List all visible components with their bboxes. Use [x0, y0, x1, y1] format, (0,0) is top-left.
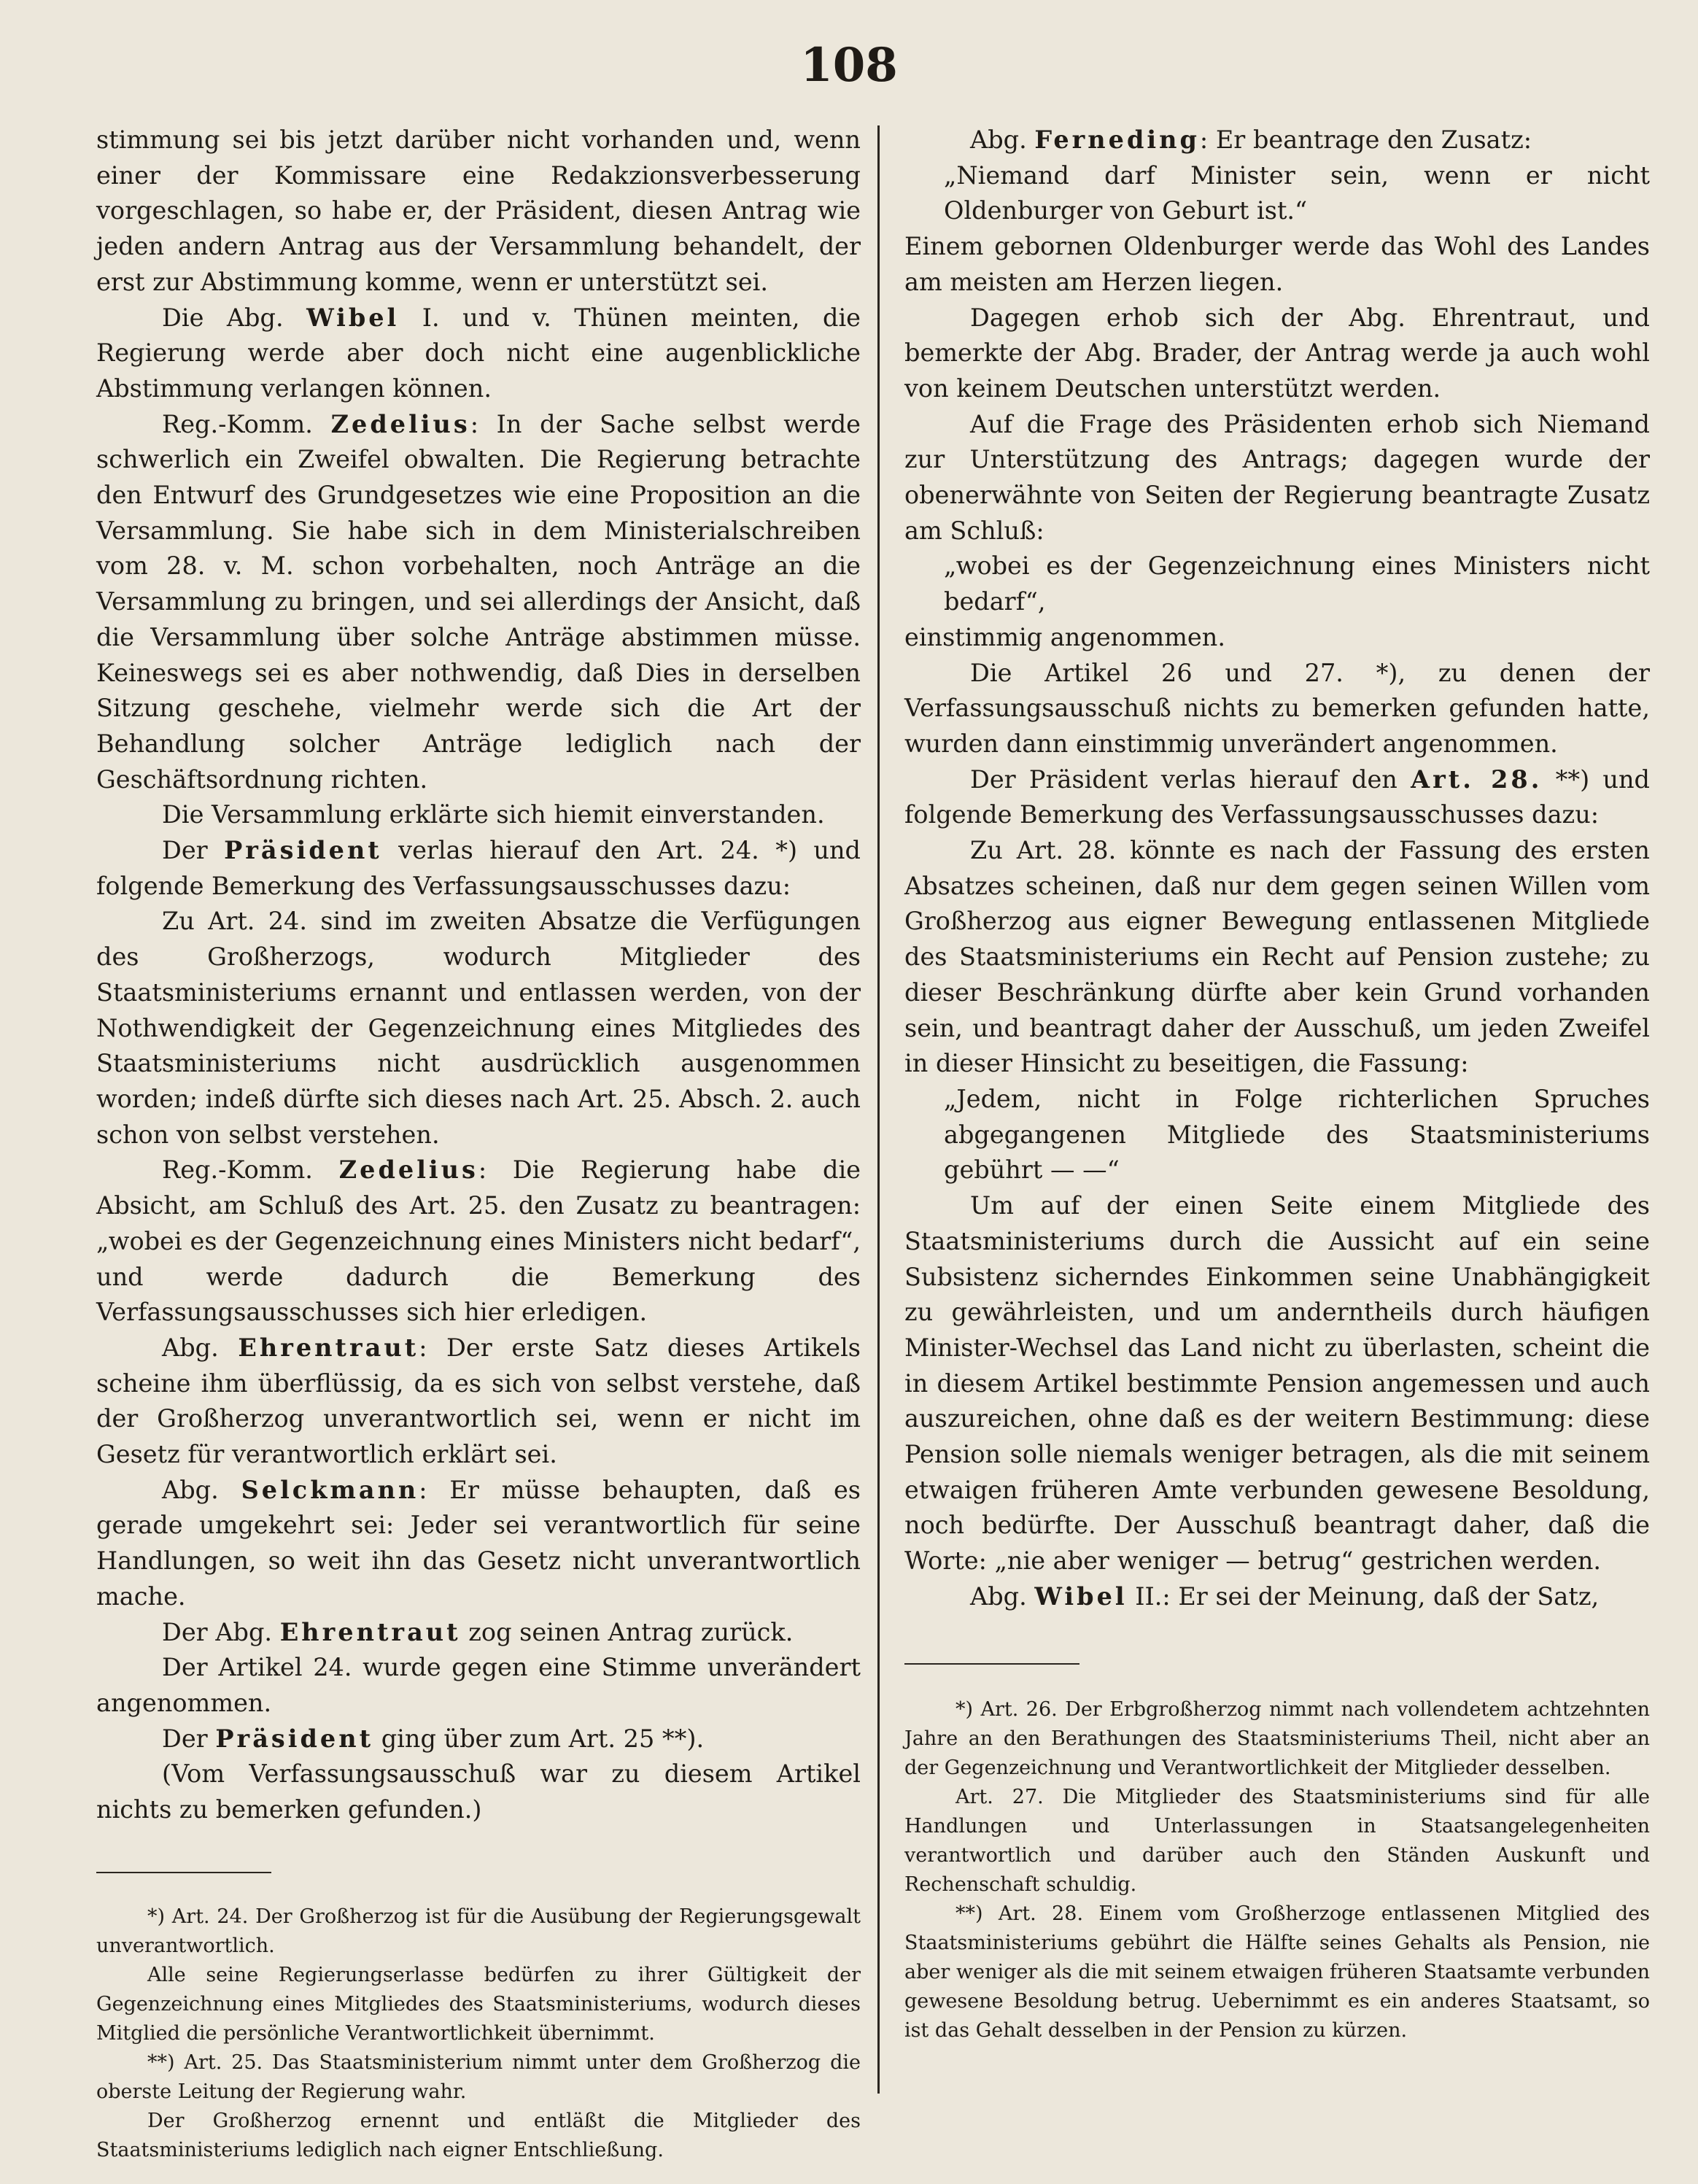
- paragraph-lead: Der Abg.: [162, 1617, 280, 1646]
- paragraph-text: : In der Sache selbst werde schwerlich ein Zweifel obwalten. Die Regierung betrachte den Entwurf des Grundgesetzes wie eine Proposition an die Versammlung. Sie habe sich in dem Ministerialschreiben vom 28. v. M. schon vorbehalten, noch Anträge an die Versammlung zu bringen, und sei allerdings der Ansicht, daß die Versammlung über solche Anträge abstimmen müsse. Keineswegs sei es aber nothwendig, daß Dies in derselben Sitzung geschehe, vielmehr werde sich die Art der Behandlung solcher Anträge lediglich nach der Geschäftsordnung richten.: [96, 409, 861, 794]
- paragraph: [96, 1153, 861, 1331]
- paragraph-text: *) Art. 26. Der Erbgroßherzog nimmt nach vollendetem achtzehnten Jahre an den Berathungen des Staatsministeriums Theil, nicht aber an der Gegenzeichnung und Verantwortlichkeit der Mitglieder desselben.: [904, 1697, 1650, 1779]
- paragraph-text: zog seinen Antrag zurück.: [460, 1617, 794, 1646]
- paragraph: [96, 1722, 861, 1757]
- speaker-name: Präsident: [224, 836, 382, 865]
- column-divider: [877, 125, 880, 2094]
- paragraph-text: (Vom Verfassungsausschuß war zu diesem Artikel nichts zu bemerken gefunden.): [96, 1759, 861, 1824]
- paragraph-text: **) und folgende Bemerkung des Verfassungsausschusses dazu:: [904, 764, 1650, 829]
- paragraph-lead: Abg.: [970, 1581, 1035, 1611]
- paragraph: [96, 904, 861, 1153]
- paragraph: [96, 1650, 861, 1721]
- footnote: [96, 2048, 861, 2107]
- paragraph-text: Um auf der einen Seite einem Mitgliede des Staatsministeriums durch die Aussicht auf ein seine Subsistenz sicherndes Einkommen seine Unabhängigkeit zu gewährleisten, und um anderntheils durch häufigen Minister-Wechsel das Land nicht zu überlasten, scheint die in diesem Artikel bestimmte Pension angemessen und auch auszureichen, ohne daß es der weitern Bestimmung: diese Pension solle niemals weniger betragen, als die mit seinem etwaigen früheren Amte verbunden gewesene Besoldung, noch bedürfte. Der Ausschuß beantragt daher, daß die Worte: „nie aber weniger — betrug“ gestrichen werden.: [904, 1191, 1650, 1576]
- paragraph-lead: Abg.: [162, 1333, 239, 1362]
- speaker-name: Ehrentraut: [279, 1617, 461, 1646]
- paragraph-text: *) Art. 24. Der Großherzog ist für die Ausübung der Regierungsgewalt unverantwortlich.: [96, 1905, 861, 1957]
- paragraph: [904, 656, 1650, 762]
- paragraph-text: **) Art. 28. Einem vom Großherzoge entlassenen Mitglied des Staatsministeriums gebührt die Hälfte seines Gehalts als Pension, nie aber weniger als die mit seinem etwaigen früheren Staatsamte verbunden gewesene Besoldung betrug. Uebernimmt es ein anderes Staatsamt, so ist das Gehalt desselben in der Pension zu kürzen.: [904, 1902, 1650, 2042]
- paragraph-lead: Der Präsident verlas hierauf den: [970, 764, 1411, 794]
- paragraph: [904, 407, 1650, 549]
- footnote-rule-left: [96, 1872, 271, 1873]
- paragraph-text: Die Versammlung erklärte sich hiemit einverstanden.: [162, 800, 825, 829]
- paragraph-text: stimmung sei bis jetzt darüber nicht vorhanden und, wenn einer der Kommissare eine Redakzionsverbesserung vorgeschlagen, so habe er, der Präsident, diesen Antrag wie jeden andern Antrag aus der Versammlung behandelt, der erst zur Abstimmung komme, wenn er unterstützt sei.: [96, 125, 861, 296]
- paragraph-lead: Reg.-Komm.: [162, 1155, 339, 1185]
- paragraph-text: Der Großherzog ernennt und entläßt die Mitglieder des Staatsministeriums lediglich nach eigner Entschließung.: [96, 2109, 861, 2161]
- speaker-name: Ehrentraut: [238, 1333, 419, 1362]
- paragraph-text: verlas hierauf den Art. 24. *) und folgende Bemerkung des Verfassungsausschusses dazu:: [96, 836, 861, 900]
- paragraph: [96, 797, 861, 833]
- footnote: [96, 1902, 861, 1961]
- paragraph: [96, 833, 861, 904]
- paragraph: [96, 1757, 861, 1827]
- paragraph-text: „Niemand darf Minister sein, wenn er nicht Oldenburger von Geburt ist.“: [944, 160, 1650, 225]
- speaker-name: Zedelius: [330, 409, 470, 438]
- paragraph: [904, 762, 1650, 833]
- paragraph-text: : Der erste Satz dieses Artikels scheine ihm überflüssig, da es sich von selbst verstehe, daß der Großherzog unverantwortlich sei, wenn er nicht im Gesetz für verantwortlich erklärt sei.: [96, 1333, 861, 1469]
- paragraph: [96, 1473, 861, 1615]
- paragraph-text: Einem gebornen Oldenburger werde das Wohl des Landes am meisten am Herzen liegen.: [904, 232, 1650, 296]
- paragraph-text: Zu Art. 28. könnte es nach der Fassung des ersten Absatzes scheinen, daß nur dem gegen seinen Willen vom Großherzog aus eigner Bewegung entlassenen Mitgliede des Staatsministeriums ein Recht auf Pension zustehe; zu dieser Beschränkung dürfte aber kein Grund vorhanden sein, und beantragt daher der Ausschuß, um jeden Zweifel in dieser Hinsicht zu beseitigen, die Fassung:: [904, 836, 1650, 1078]
- paragraph-lead: Abg.: [162, 1475, 241, 1504]
- footnote: [904, 1695, 1650, 1783]
- footnote: [904, 1783, 1650, 1900]
- paragraph-text: : Die Regierung habe die Absicht, am Schluß des Art. 25. den Zusatz zu beantragen: „wobei es der Gegenzeichnung eines Ministers nicht bedarf“, und werde dadurch die Bemerkung des Verfassungsausschusses sich hier erledigen.: [96, 1155, 861, 1327]
- paragraph-text: ging über zum Art. 25 **).: [373, 1724, 705, 1753]
- paragraph-text: : Er beantrage den Zusatz:: [1199, 125, 1532, 154]
- paragraph-text: Zu Art. 24. sind im zweiten Absatze die Verfügungen des Großherzogs, wodurch Mitglieder des Staatsministeriums ernannt und entlassen werden, von der Nothwendigkeit der Gegenzeichnung eines Mitgliedes des Staatsministeriums nicht ausdrücklich ausgenommen worden; indeß dürfte sich dieses nach Art. 25. Absch. 2. auch schon von selbst verstehen.: [96, 907, 861, 1149]
- paragraph: [96, 123, 861, 301]
- speaker-name: Ferneding: [1034, 125, 1200, 154]
- right-column: [904, 123, 1650, 2045]
- page-number: 108: [800, 38, 898, 93]
- paragraph: [904, 833, 1650, 1082]
- right-footnotes: [904, 1695, 1650, 2045]
- paragraph: [904, 1579, 1650, 1615]
- paragraph-text: I. und v. Thünen meinten, die Regierung werde aber doch nicht eine augenblickliche Abstimmung verlangen können.: [96, 303, 861, 403]
- speaker-name: Selckmann: [241, 1475, 419, 1504]
- paragraph-text: Die Artikel 26 und 27. *), zu denen der Verfassungsausschuß nichts zu bemerken gefunden hatte, wurden dann einstimmig unverändert angenommen.: [904, 658, 1650, 758]
- paragraph-text: „Jedem, nicht in Folge richterlichen Spruches abgegangenen Mitgliede des Staatsministeriums gebührt — —“: [944, 1084, 1650, 1185]
- paragraph-lead: Der: [162, 1724, 216, 1753]
- paragraph-text: **) Art. 25. Das Staatsministerium nimmt unter dem Großherzog die oberste Leitung der Regierung wahr.: [96, 2051, 861, 2103]
- paragraph: [96, 1331, 861, 1473]
- paragraph-text: Art. 27. Die Mitglieder des Staatsministeriums sind für alle Handlungen und Unterlassungen in Staatsangelegenheiten verantwortlich und darüber auch den Ständen Auskunft und Rechenschaft schuldig.: [904, 1785, 1650, 1896]
- right-body: [904, 123, 1650, 1615]
- paragraph: [904, 1188, 1650, 1579]
- paragraph-text: „wobei es der Gegenzeichnung eines Ministers nicht bedarf“,: [944, 551, 1650, 616]
- footnote: [96, 2107, 861, 2165]
- speaker-name: Art. 28.: [1411, 764, 1543, 794]
- paragraph: [96, 407, 861, 798]
- paragraph-text: Dagegen erhob sich der Abg. Ehrentraut, und bemerkte der Abg. Brader, der Antrag werde ja auch wohl von keinem Deutschen unterstützt werden.: [904, 303, 1650, 403]
- speaker-name: Wibel: [306, 303, 400, 332]
- paragraph: [904, 549, 1650, 619]
- paragraph: [904, 229, 1650, 300]
- speaker-name: Wibel: [1034, 1581, 1128, 1611]
- paragraph: [904, 301, 1650, 407]
- paragraph: [904, 620, 1650, 656]
- paragraph-lead: Die Abg.: [162, 303, 307, 332]
- paragraph: [904, 158, 1650, 229]
- paragraph-text: Auf die Frage des Präsidenten erhob sich Niemand zur Unterstützung des Antrags; dagegen wurde der obenerwähnte von Seiten der Regierung beantragte Zusatz am Schluß:: [904, 409, 1650, 545]
- paragraph-lead: Der: [162, 836, 225, 865]
- footnote: [904, 1900, 1650, 2045]
- paragraph-text: Alle seine Regierungserlasse bedürfen zu ihrer Gültigkeit der Gegenzeichnung eines Mitgliedes des Staatsministeriums, wodurch dieses Mitglied die persönliche Verantwortlichkeit übernimmt.: [96, 1963, 861, 2045]
- paragraph-text: Der Artikel 24. wurde gegen eine Stimme unverändert angenommen.: [96, 1653, 861, 1717]
- paragraph: [904, 123, 1650, 158]
- speaker-name: Präsident: [215, 1724, 374, 1753]
- paragraph: [96, 301, 861, 407]
- paragraph: [96, 1615, 861, 1651]
- paragraph-lead: Abg.: [970, 125, 1035, 154]
- paragraph-text: II.: Er sei der Meinung, daß der Satz,: [1127, 1581, 1600, 1611]
- footnote: [96, 1961, 861, 2048]
- footnote-rule-right: [904, 1663, 1079, 1665]
- paragraph-text: einstimmig angenommen.: [904, 622, 1225, 651]
- left-column: [96, 123, 861, 2165]
- left-footnotes: [96, 1902, 861, 2165]
- speaker-name: Zedelius: [338, 1155, 478, 1185]
- paragraph-text: : Er müsse behaupten, daß es gerade umgekehrt sei: Jeder sei verantwortlich für seine Handlungen, so weit ihn das Gesetz nicht unverantwortlich mache.: [96, 1475, 861, 1611]
- paragraph: [904, 1082, 1650, 1188]
- left-body: [96, 123, 861, 1828]
- paragraph-lead: Reg.-Komm.: [162, 409, 331, 438]
